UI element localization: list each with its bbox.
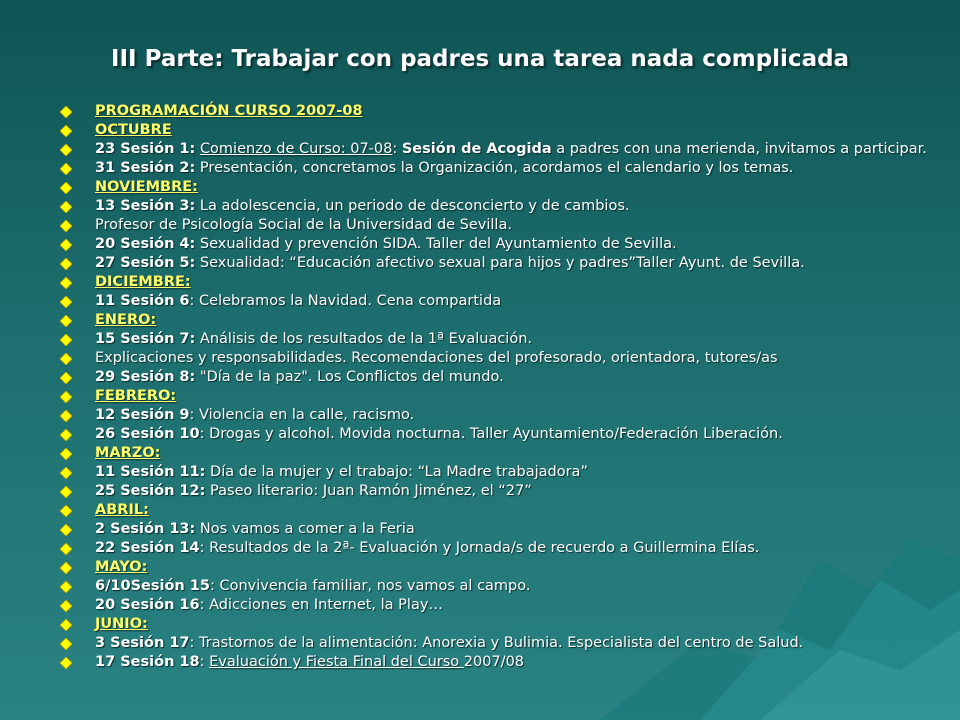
diamond-bullet-icon — [60, 315, 72, 327]
diamond-bullet-icon — [60, 239, 72, 251]
diamond-bullet-icon — [60, 543, 72, 555]
list-item — [60, 464, 940, 481]
diamond-bullet-icon — [60, 201, 72, 213]
diamond-bullet-icon — [60, 296, 72, 308]
session-text: Paseo literario: Juan Ramón Jiménez, el “27” — [205, 483, 532, 499]
month-heading — [60, 103, 940, 120]
session-label: 27 Sesión 5: — [95, 255, 196, 271]
session-label: 29 Sesión 8: — [95, 369, 196, 385]
session-text: : Resultados de la 2ª- Evaluación y Jornada/s de recuerdo a Guillermina Elías. — [199, 540, 760, 556]
session-text: Análisis de los resultados de la 1ª Evaluación. — [195, 331, 533, 347]
diamond-bullet-icon — [60, 562, 72, 574]
diamond-bullet-icon — [60, 182, 72, 194]
list-item — [60, 198, 940, 215]
session-label: 12 Sesión 9 — [95, 407, 190, 423]
diamond-bullet-icon — [60, 410, 72, 422]
session-label: 20 Sesión 4: — [95, 236, 196, 252]
session-label: 2 Sesión 13: — [95, 521, 196, 537]
session-label: 22 Sesión 14 — [95, 540, 200, 556]
month-label: PROGRAMACIÓN CURSO 2007-08 — [95, 103, 363, 119]
session-label: 23 Sesión 1: — [95, 141, 196, 157]
list-item — [60, 331, 940, 348]
list-item — [60, 483, 940, 500]
diamond-bullet-icon — [60, 638, 72, 650]
session-text: a padres con una merienda, invitamos a participar. — [551, 141, 927, 157]
list-item — [60, 369, 940, 386]
diamond-bullet-icon — [60, 125, 72, 137]
session-bold-text: Sesión de Acogida — [401, 141, 552, 157]
session-text: : — [392, 141, 402, 157]
session-label: 25 Sesión 12: — [95, 483, 206, 499]
month-heading — [60, 502, 940, 519]
session-label: 31 Sesión 2: — [95, 160, 196, 176]
month-label: DICIEMBRE: — [95, 274, 191, 290]
month-heading — [60, 559, 940, 576]
session-text: Sexualidad y prevención SIDA. Taller del Ayuntamiento de Sevilla. — [195, 236, 677, 252]
month-label: MARZO: — [95, 445, 161, 461]
list-item — [60, 217, 940, 234]
session-text: Sexualidad: “Educación afectivo sexual para hijos y padres”Taller Ayunt. de Sevilla. — [195, 255, 805, 271]
list-item — [60, 350, 940, 367]
page-title: III Parte: Trabajar con padres una tarea nada complicada — [110, 46, 850, 72]
list-item — [60, 293, 940, 310]
session-text: : — [199, 654, 210, 670]
session-underlined-text: Evaluación y Fiesta Final del Curso — [209, 654, 464, 670]
diamond-bullet-icon — [60, 144, 72, 156]
month-heading — [60, 312, 940, 329]
session-text: 2007/08 — [463, 654, 525, 670]
diamond-bullet-icon — [60, 600, 72, 612]
month-heading — [60, 179, 940, 196]
month-label: JUNIO: — [95, 616, 148, 632]
diamond-bullet-icon — [60, 657, 72, 669]
session-label: 15 Sesión 7: — [95, 331, 196, 347]
month-heading — [60, 122, 940, 139]
list-item — [60, 635, 940, 652]
session-text: Presentación, concretamos la Organización, acordamos el calendario y los temas. — [195, 160, 794, 176]
list-item — [60, 407, 940, 424]
list-item — [60, 597, 940, 614]
diamond-bullet-icon — [60, 486, 72, 498]
session-text: : Violencia en la calle, racismo. — [189, 407, 415, 423]
diamond-bullet-icon — [60, 505, 72, 517]
list-item — [60, 540, 940, 557]
session-label: 3 Sesión 17 — [95, 635, 190, 651]
month-heading — [60, 274, 940, 291]
session-underlined-text: Comienzo de Curso: 07-08 — [199, 141, 393, 157]
session-text: Nos vamos a comer a la Feria — [195, 521, 415, 537]
month-heading — [60, 616, 940, 633]
session-label: 17 Sesión 18 — [95, 654, 200, 670]
session-text: Explicaciones y responsabilidades. Recomendaciones del profesorado, orientadora, tutores/as — [95, 350, 778, 366]
month-heading — [60, 445, 940, 462]
list-item — [60, 160, 940, 177]
month-label: OCTUBRE — [95, 122, 172, 138]
session-label: 13 Sesión 3: — [95, 198, 196, 214]
list-item — [60, 521, 940, 538]
diamond-bullet-icon — [60, 391, 72, 403]
session-label: 11 Sesión 11: — [95, 464, 206, 480]
list-item — [60, 654, 940, 671]
diamond-bullet-icon — [60, 619, 72, 631]
session-text: : Convivencia familiar, nos vamos al campo. — [209, 578, 531, 594]
session-list — [60, 103, 940, 673]
session-text: Profesor de Psicología Social de la Universidad de Sevilla. — [95, 217, 512, 233]
session-text: : Celebramos la Navidad. Cena compartida — [189, 293, 502, 309]
diamond-bullet-icon — [60, 524, 72, 536]
session-label: 20 Sesión 16 — [95, 597, 200, 613]
session-label: 6/10Sesión 15 — [95, 578, 210, 594]
session-label: 26 Sesión 10 — [95, 426, 200, 442]
month-label: FEBRERO: — [95, 388, 177, 404]
diamond-bullet-icon — [60, 277, 72, 289]
month-heading — [60, 388, 940, 405]
diamond-bullet-icon — [60, 163, 72, 175]
diamond-bullet-icon — [60, 429, 72, 441]
month-label: ENERO: — [95, 312, 157, 328]
session-label: 11 Sesión 6 — [95, 293, 190, 309]
session-text: : Adicciones en Internet, la Play… — [199, 597, 443, 613]
diamond-bullet-icon — [60, 334, 72, 346]
diamond-bullet-icon — [60, 448, 72, 460]
session-text: "Día de la paz". Los Conflictos del mundo. — [195, 369, 504, 385]
diamond-bullet-icon — [60, 467, 72, 479]
month-label: ABRIL: — [95, 502, 149, 518]
diamond-bullet-icon — [60, 353, 72, 365]
diamond-bullet-icon — [60, 220, 72, 232]
list-item — [60, 236, 940, 253]
list-item — [60, 141, 940, 158]
session-text: : Drogas y alcohol. Movida nocturna. Taller Ayuntamiento/Federación Liberación. — [199, 426, 783, 442]
session-text: : Trastornos de la alimentación: Anorexia y Bulimia. Especialista del centro de Salud. — [189, 635, 804, 651]
diamond-bullet-icon — [60, 372, 72, 384]
list-item — [60, 578, 940, 595]
month-label: MAYO: — [95, 559, 148, 575]
diamond-bullet-icon — [60, 106, 72, 118]
list-item — [60, 255, 940, 272]
diamond-bullet-icon — [60, 258, 72, 270]
diamond-bullet-icon — [60, 581, 72, 593]
session-text: La adolescencia, un periodo de desconcierto y de cambios. — [195, 198, 630, 214]
list-item — [60, 426, 940, 443]
session-text: Día de la mujer y el trabajo: “La Madre trabajadora” — [205, 464, 588, 480]
month-label: NOVIEMBRE: — [95, 179, 198, 195]
